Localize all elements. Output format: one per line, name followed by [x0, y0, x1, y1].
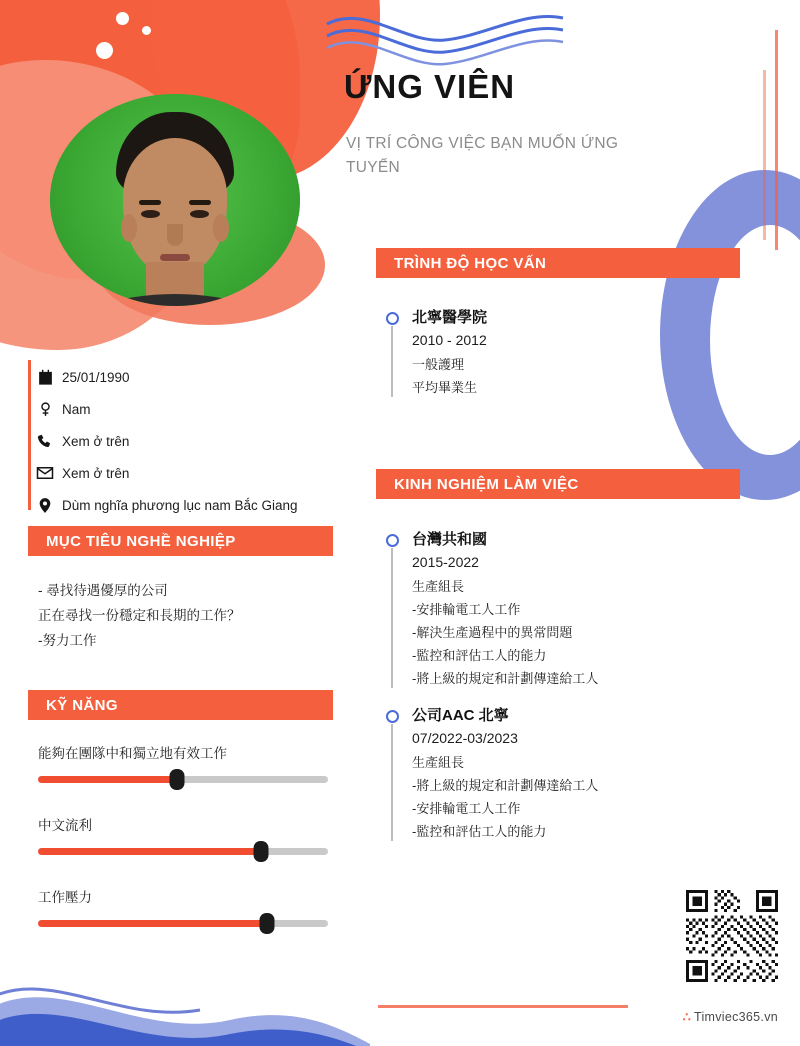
- skill-fill: [38, 920, 267, 927]
- calendar-icon: [28, 369, 62, 386]
- experience-company: 台灣共和國: [412, 531, 488, 548]
- decorative-wave-icon: [325, 10, 565, 66]
- education-date: 2010 - 2012: [412, 332, 487, 348]
- gender-icon: [28, 401, 62, 418]
- education-school: 北寧醫學院: [412, 309, 488, 326]
- contact-row-address: [28, 490, 348, 520]
- section-header-goal: [28, 526, 333, 556]
- brand-name: Timviec365.vn: [693, 1010, 778, 1024]
- avatar: [50, 94, 300, 306]
- qr-code[interactable]: [686, 890, 778, 982]
- page-title: ỨNG VIÊN: [344, 68, 516, 105]
- experience-timeline: [386, 528, 598, 857]
- experience-detail: -將上級的規定和計劃傳達給工人: [412, 778, 599, 793]
- decorative-line-bottom: [378, 1005, 628, 1008]
- footer-brand: [683, 1009, 778, 1024]
- contact-row-email: [28, 458, 348, 488]
- decorative-dot: [116, 12, 129, 25]
- section-header-skills: [28, 690, 333, 720]
- experience-detail: -安排輪電工人工作: [412, 602, 521, 617]
- skill-label: 工作壓力: [38, 890, 92, 905]
- phone-icon: [28, 433, 62, 450]
- experience-date: 07/2022-03/2023: [412, 730, 518, 746]
- experience-detail: -解決生產過程中的異常問題: [412, 625, 573, 640]
- goal-content: [38, 578, 338, 653]
- skill-item: [38, 742, 328, 783]
- section-header-education: [376, 248, 740, 278]
- decorative-dot: [142, 26, 151, 35]
- brand-dots-icon: ∴: [682, 1010, 691, 1024]
- contact-row-birthday: [28, 362, 348, 392]
- experience-detail: -將上級的規定和計劃傳達給工人: [412, 671, 599, 686]
- education-timeline: [386, 306, 487, 413]
- avatar-portrait: [113, 112, 237, 302]
- skill-fill: [38, 776, 177, 783]
- contact-value-gender: Nam: [62, 401, 91, 417]
- contact-list: [28, 362, 348, 522]
- contact-value-email: Xem ở trên: [62, 465, 130, 481]
- education-detail: 平均畢業生: [412, 380, 478, 395]
- mail-icon: [28, 464, 62, 482]
- skill-slider[interactable]: [38, 848, 328, 855]
- skill-item: [38, 886, 328, 927]
- experience-detail: -監控和評估工人的能力: [412, 824, 547, 839]
- location-icon: [28, 497, 62, 514]
- section-header-experience: [376, 469, 740, 499]
- skill-slider[interactable]: [38, 920, 328, 927]
- experience-item: [386, 704, 598, 843]
- goal-line: -努力工作: [38, 633, 97, 648]
- experience-detail: -安排輪電工人工作: [412, 801, 521, 816]
- contact-value-phone: Xem ở trên: [62, 433, 130, 449]
- section-title-experience: KINH NGHIỆM LÀM VIỆC: [394, 475, 579, 493]
- contact-row-phone: [28, 426, 348, 456]
- skill-slider[interactable]: [38, 776, 328, 783]
- experience-item: [386, 528, 598, 690]
- experience-company: 公司AAC 北寧: [412, 707, 509, 724]
- education-item: [386, 306, 487, 399]
- education-detail: 一般護理: [412, 357, 465, 372]
- skill-label: 能夠在團隊中和獨立地有效工作: [38, 746, 227, 761]
- experience-detail: 生產組長: [412, 755, 465, 770]
- section-title-skills: KỸ NĂNG: [46, 696, 118, 714]
- goal-line: - 尋找待遇優厚的公司: [38, 583, 168, 598]
- decorative-wave-bottom-icon: [0, 962, 370, 1046]
- experience-detail: -監控和評估工人的能力: [412, 648, 547, 663]
- skill-knob[interactable]: [170, 769, 185, 790]
- skill-item: [38, 814, 328, 855]
- contact-value-address: Dùm nghĩa phương lục nam Bắc Giang: [62, 497, 298, 513]
- skill-knob[interactable]: [260, 913, 275, 934]
- skill-label: 中文流利: [38, 818, 92, 833]
- experience-date: 2015-2022: [412, 554, 479, 570]
- skill-knob[interactable]: [254, 841, 269, 862]
- decorative-line-orange: [775, 30, 778, 250]
- contact-value-birthday: 25/01/1990: [62, 369, 130, 385]
- page-subtitle: VỊ TRÍ CÔNG VIỆC BẠN MUỐN ỨNG TUYỂN: [346, 135, 619, 176]
- decorative-line-orange-2: [763, 70, 766, 240]
- contact-row-gender: [28, 394, 348, 424]
- goal-line: 正在尋找一份穩定和長期的工作？: [38, 608, 241, 623]
- section-title-education: TRÌNH ĐỘ HỌC VẤN: [394, 254, 547, 272]
- experience-detail: 生產組長: [412, 579, 465, 594]
- decorative-dot: [96, 42, 113, 59]
- skills-list: [38, 742, 328, 958]
- section-title-goal: MỤC TIÊU NGHỀ NGHIỆP: [46, 532, 236, 550]
- skill-fill: [38, 848, 261, 855]
